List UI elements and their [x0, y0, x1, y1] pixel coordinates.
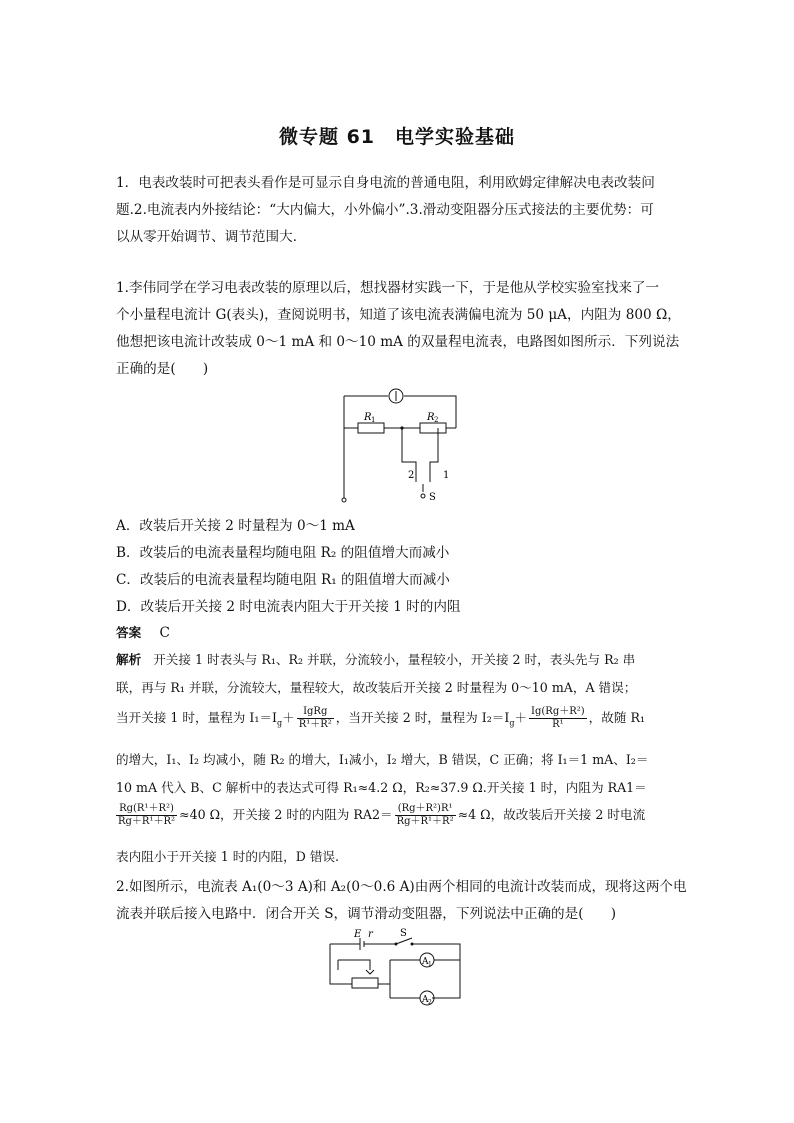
q2-line-1: 2.如图所示，电流表 A₁(0～3 A)和 A₂(0～0.6 A)由两个相同的电流计改装而成，现将这两个电 — [116, 879, 687, 895]
analysis-line-6a: ≈40 Ω，开关接 2 时的内阻为 RA2＝ — [179, 807, 393, 822]
ammeter-a2-sub: 2 — [428, 999, 432, 1006]
switch-s-label: S — [429, 492, 436, 503]
analysis-line-3f: ＋ — [514, 710, 528, 725]
q1-line-2: 个小量程电流计 G(表头)，查阅说明书，知道了该电流表满偏电流为 50 μA，内阻为 800 Ω， — [116, 307, 681, 323]
formula-ra1-num: Rg(R¹＋R²) — [116, 803, 177, 816]
analysis-line-1: 开关接 1 时表头与 R₁、R₂ 并联，分流较小，量程较小，开关接 2 时，表头先与 R₂ 串 — [153, 652, 636, 667]
intro-line-2: 题.2.电流表内外接结论：“大内偏大，小外偏小”.3.滑动变阻器分压式接法的主要优势：可 — [116, 202, 654, 218]
formula-ra1-fraction — [116, 803, 177, 828]
ammeter-a1-sub: 1 — [428, 961, 432, 968]
analysis-line-2: 联，再与 R₁ 并联，分流较大，量程较大，故改装后开关接 2 时量程为 0～10 mA，A 错误； — [116, 680, 637, 695]
analysis-line-6b: ≈4 Ω，故改装后开关接 2 时电流 — [457, 807, 646, 822]
ammeter-a2-label: A — [422, 995, 429, 1005]
formula-i1-num: IgRg — [297, 706, 334, 719]
analysis-line-3e: g — [509, 718, 515, 728]
switch-1-label: 1 — [443, 470, 450, 481]
q2-circuit-diagram — [320, 924, 470, 1010]
q1-line-1: 1.李伟同学在学习电表改装的原理以后，想找器材实践一下，于是他从学校实验室找来了一 — [116, 280, 660, 296]
page-title: 微专题 61 电学实验基础 — [278, 126, 516, 148]
analysis-label: 解析 — [116, 652, 142, 667]
analysis-line-3d: ，当开关接 2 时，量程为 I₂＝I — [335, 710, 510, 725]
formula-i1-den: R¹＋R² — [298, 719, 332, 730]
r2-sub: 2 — [434, 416, 439, 424]
r1-label: R — [364, 412, 372, 423]
formula-i2-den: R¹ — [552, 719, 564, 730]
analysis-line-3c: ＋ — [282, 710, 295, 725]
q1-line-3: 他想把该电流计改装成 0～1 mA 和 0～10 mA 的双量程电流表，电路图如图所示．下列说法 — [116, 334, 680, 350]
q1-circuit-diagram — [330, 380, 470, 510]
q1-option-a: A．改装后开关接 2 时量程为 0～1 mA — [116, 518, 355, 534]
formula-ra2-num: (Rg＋R²)R¹ — [395, 803, 456, 816]
intro-line-1: 1．电表改装时可把表头看作是可显示自身电流的普通电阻，利用欧姆定律解决电表改装问 — [116, 175, 655, 191]
r1-sub: 1 — [371, 416, 376, 424]
battery-r-label: r — [368, 929, 373, 940]
intro-line-3: 以从零开始调节、调节范围大． — [116, 229, 307, 245]
formula-i2-num: Ig(Rg＋R²) — [531, 706, 585, 717]
q1-option-d: D．改装后开关接 2 时电流表内阻大于开关接 1 时的内阻 — [116, 599, 461, 615]
q1-line-4: 正确的是( ) — [116, 361, 209, 377]
analysis-line-3a: 当开关接 1 时，量程为 I₁＝I — [116, 710, 277, 725]
ammeter-a1-label: A — [422, 957, 429, 967]
formula-ra2-fraction — [395, 803, 456, 828]
switch-2-label: 2 — [408, 470, 415, 481]
formula-ra2-den: Rg＋R¹＋R² — [396, 816, 454, 827]
q1-option-b: B．改装后的电流表量程均随电阻 R₂ 的阻值增大而减小 — [116, 545, 450, 561]
analysis-line-4: 的增大，I₁、I₂ 均减小，随 R₂ 的增大，I₁减小，I₂ 增大，B 错误，C 正确；将 I₁＝1 mA、I₂＝ — [116, 752, 649, 767]
formula-i2-fraction — [529, 706, 587, 731]
analysis-line-3g: ，故随 R₁ — [588, 710, 645, 725]
formula-i1-fraction — [297, 706, 334, 731]
answer-label: 答案 — [116, 625, 142, 640]
answer-value: C — [159, 625, 170, 641]
formula-ra1-den: Rg＋R¹＋R² — [118, 816, 176, 827]
r2-label: R — [427, 412, 435, 423]
q2-line-2: 流表并联后接入电路中．闭合开关 S，调节滑动变阻器，下列说法中正确的是( ) — [116, 906, 617, 922]
analysis-line-7: 表内阻小于开关接 1 时的内阻，D 错误. — [116, 849, 340, 864]
analysis-line-5: 10 mA 代入 B、C 解析中的表达式可得 R₁≈4.2 Ω，R₂≈37.9 Ω.开关接 1 时，内阻为 RA1＝ — [116, 780, 647, 795]
switch-s-label: S — [400, 928, 407, 939]
q1-option-c: C．改装后的电流表量程均随电阻 R₁ 的阻值增大而减小 — [116, 572, 450, 588]
analysis-line-3b: g — [276, 718, 283, 728]
battery-e-label: E — [354, 929, 362, 940]
